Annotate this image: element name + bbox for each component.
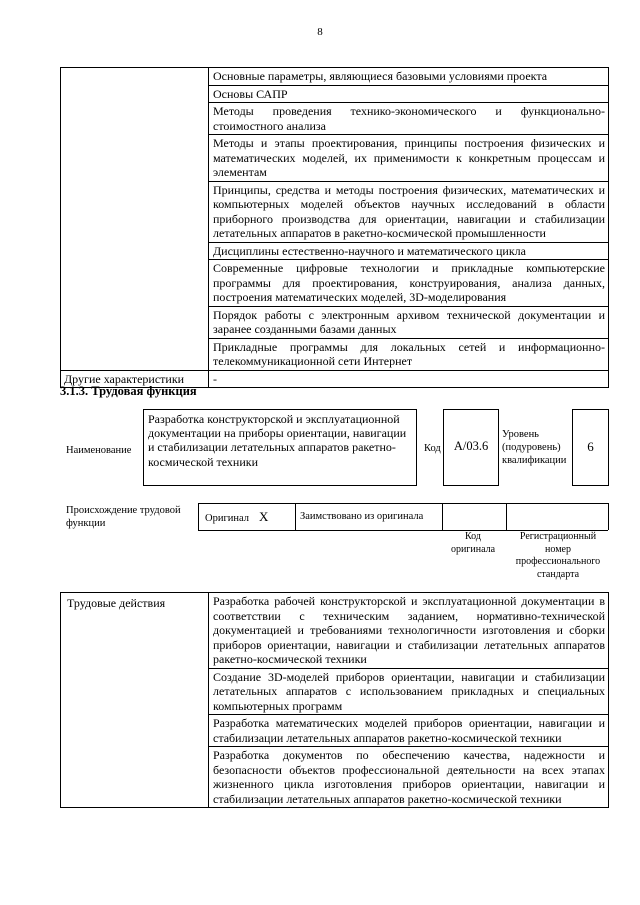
knowledge-item: Основы САПР (209, 85, 609, 103)
origin-divider (295, 503, 296, 530)
section-title: 3.1.3. Трудовая функция (60, 384, 197, 398)
page-number: 8 (317, 26, 323, 38)
origin-label: Происхождение трудовой функции (66, 505, 181, 529)
knowledge-item: Современные цифровые технологии и прикладные компьютерские программы для проектирования, конструирования, анализа данных, построения математических моделей, 3D-моделирования (209, 260, 609, 307)
other-characteristics-value: - (209, 370, 609, 388)
origin-divider (442, 503, 443, 530)
labor-action-item: Разработка рабочей конструкторской и эксплуатационной документации в соответствии с техническим заданием, нормативно-технической документацией и требованиями технологичности изготовления и сборки приборов ориентации, навигации и стабилизации летательных аппаратов ракетно-космической техники (209, 593, 609, 669)
other-characteristics-label: Другие характеристики (61, 370, 209, 388)
labor-action-item: Разработка математических моделей приборов ориентации, навигации и стабилизации летательных аппаратов ракетно-космической техники (209, 715, 609, 747)
labor-actions-label-cell: Трудовые действия (61, 593, 209, 808)
knowledge-item: Порядок работы с электронным архивом технической документации и заранее созданными базами данных (209, 306, 609, 338)
origin-row-top-line (198, 503, 608, 504)
original-mark: X (259, 509, 269, 524)
function-name-box (143, 409, 417, 486)
borrowed-label: Заимствовано из оригинала (300, 511, 424, 522)
code-label: Код (424, 443, 441, 454)
knowledge-item: Основные параметры, являющиеся базовыми условиями проекта (209, 68, 609, 86)
knowledge-item: Прикладные программы для локальных сетей и информационно-телекоммуникационной сети Интернет (209, 338, 609, 370)
code-box (443, 409, 499, 486)
knowledge-item: Методы и этапы проектирования, принципы построения физических и математических моделей, их применимости к конкретным процессам и элементам (209, 135, 609, 182)
knowledge-label-cell (61, 68, 209, 371)
origin-divider (608, 503, 609, 530)
labor-actions-table (60, 592, 609, 808)
level-value: 6 (587, 439, 594, 454)
knowledge-item: Принципы, средства и методы построения физических, математических и компьютерных моделей объектов научных исследований в области приборного производства для ориентации, навигации и стабилизации летательных аппаратов в ракетно-космической промышленности (209, 181, 609, 242)
labor-action-item: Разработка документов по обеспечению качества, надежности и безопасности объектов профессиональной деятельности на всех этапах жизненного цикла изготовления приборов ориентации, навигации и стабилизации летательных аппаратов ракетно-космической техники (209, 747, 609, 808)
knowledge-table (60, 67, 609, 388)
code-original-caption: Код оригинала (450, 531, 496, 555)
origin-divider (506, 503, 507, 530)
knowledge-item: Методы проведения технико-экономического и функционально-стоимостного анализа (209, 103, 609, 135)
function-name-value: Разработка конструкторской и эксплуатационной документации на приборы ориентации, навигации и стабилизации летательных аппаратов ракетно-космической техники (148, 412, 407, 469)
labor-action-item: Создание 3D-моделей приборов ориентации, навигации и стабилизации летательных аппаратов с использованием прикладных и специальных компьютерных программ (209, 668, 609, 715)
original-label: Оригинал (205, 513, 249, 524)
origin-divider (198, 503, 199, 530)
code-value: A/03.6 (453, 439, 489, 453)
name-label: Наименование (66, 445, 132, 456)
level-label: Уровень (подуровень) квалификации (502, 429, 567, 466)
level-box (572, 409, 609, 486)
registration-number-caption: Регистрационный номер профессионального стандарта (515, 531, 601, 580)
knowledge-item: Дисциплины естественно-научного и математического цикла (209, 242, 609, 260)
